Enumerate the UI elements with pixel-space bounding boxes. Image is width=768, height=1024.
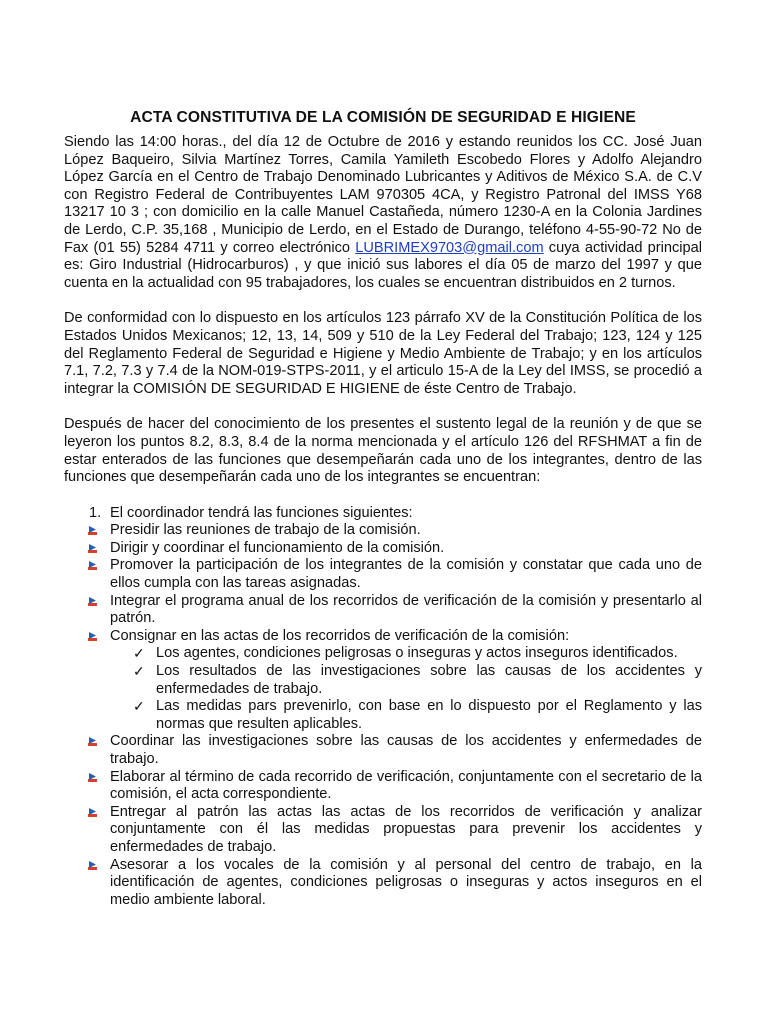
check-list-item bbox=[64, 663, 702, 698]
arrow-bullet-icon bbox=[87, 860, 98, 871]
arrow-bullet-icon bbox=[87, 560, 98, 571]
numbered-item bbox=[64, 505, 702, 523]
document-title: ACTA CONSTITUTIVA DE LA COMISIÓN DE SEGURIDAD E HIGIENE bbox=[130, 109, 636, 126]
check-item-text: Los agentes, condiciones peligrosas o inseguras y actos inseguros identificados. bbox=[156, 645, 678, 662]
arrow-bullet-icon bbox=[87, 631, 98, 642]
list-item-text: Dirigir y coordinar el funcionamiento de la comisión. bbox=[110, 539, 445, 556]
intro-paragraph bbox=[64, 134, 702, 292]
legal-basis-paragraph: De conformidad con lo dispuesto en los artículos 123 párrafo XV de la Constitución Política de los Estados Unidos Mexicanos; 12, 13, 14, 509 y 510 de la Ley Federal del Trabajo; 123, 124 y 125 del Reglamento Federal de Seguridad e Higiene y Medio Ambiente de Trabajo; y en los artículos 7.1, 7.2, 7.3 y 7.4 de la NOM-019-STPS-2011, y el articulo 15-A de la Ley del IMSS, se procedió a integrar la COMISIÓN DE SEGURIDAD E HIGIENE de éste Centro de Trabajo. bbox=[64, 310, 702, 397]
intro-text-part2: cuya actividad principal es: Giro Industrial (Hidrocarburos) , y que inició sus labores el día 05 de marzo del 1997 y que cuenta en la actualidad con 95 trabajadores, los cuales se encuentran distribuidos en 2 turnos. bbox=[64, 239, 702, 291]
list-item-text: Promover la participación de los integrantes de la comisión y constatar que cada uno de ellos cumpla con las tareas asignadas. bbox=[110, 557, 702, 592]
list-item-text: Consignar en las actas de los recorridos de verificación de la comisión: bbox=[110, 627, 570, 644]
minutes-contents-list bbox=[64, 645, 702, 733]
list-item bbox=[64, 857, 702, 910]
check-item-text: Las medidas pars prevenirlo, con base en lo dispuesto por el Reglamento y las normas que resulten aplicables. bbox=[156, 698, 702, 732]
list-item bbox=[64, 540, 702, 558]
email-link[interactable]: LUBRIMEX9703@gmail.com bbox=[355, 239, 544, 256]
list-item-text: Presidir las reuniones de trabajo de la comisión. bbox=[110, 522, 421, 539]
list-item-text: Entregar al patrón las actas las actas de los recorridos de verificación y analizar conjuntamente con él las medidas propuestas para prevenir los accidentes y enfermedades de trabajo. bbox=[110, 803, 702, 855]
checkmark-icon: ✓ bbox=[133, 698, 145, 715]
checkmark-icon: ✓ bbox=[133, 645, 145, 662]
list-item-text: Elaborar al término de cada recorrido de verificación, conjuntamente con el secretario de la comisión, el acta correspondiente. bbox=[110, 768, 702, 803]
list-item-text: Coordinar las investigaciones sobre las causas de los accidentes y enfermedades de trabajo. bbox=[110, 733, 702, 767]
functions-paragraph: Después de hacer del conocimiento de los presentes el sustento legal de la reunión y de que se leyeron los puntos 8.2, 8.3, 8.4 de la norma mencionada y el artículo 126 del RFSHMAT a fin de estar enterados de las funciones que desempeñarán cada uno de los integrantes, dentro de las funciones que desempeñarán cada uno de los integrantes se encuentran: bbox=[64, 416, 702, 486]
arrow-bullet-icon bbox=[87, 525, 98, 536]
list-item-text: Asesorar a los vocales de la comisión y al personal del centro de trabajo, en la identificación de agentes, condiciones peligrosas o inseguras y actos inseguros en el medio ambiente laboral. bbox=[110, 856, 702, 908]
list-item bbox=[64, 733, 702, 768]
arrow-bullet-icon bbox=[87, 807, 98, 818]
arrow-bullet-icon bbox=[87, 543, 98, 554]
list-item-text: Integrar el programa anual de los recorridos de verificación de la comisión y presentarlo al patrón. bbox=[110, 592, 702, 627]
check-list-item bbox=[64, 645, 702, 663]
list-item bbox=[64, 593, 702, 628]
check-item-text: Los resultados de las investigaciones sobre las causas de los accidentes y enfermedades de trabajo. bbox=[156, 663, 702, 697]
check-list-item bbox=[64, 698, 702, 733]
coordinator-functions-list bbox=[64, 522, 702, 645]
list-item bbox=[64, 769, 702, 804]
list-item bbox=[64, 557, 702, 592]
coordinator-functions-list-continued bbox=[64, 733, 702, 909]
list-item bbox=[64, 804, 702, 857]
checkmark-icon: ✓ bbox=[133, 663, 145, 680]
arrow-bullet-icon bbox=[87, 596, 98, 607]
list-item bbox=[64, 522, 702, 540]
item-text: El coordinador tendrá las funciones siguientes: bbox=[110, 504, 413, 521]
intro-text-part1: Siendo las 14:00 horas., del día 12 de Octubre de 2016 y estando reunidos los CC. José Juan López Baqueiro, Silvia Martínez Torres, Camila Yamileth Escobedo Flores y Adolfo Alejandro López García en el Centro de Trabajo Denominado Lubricantes y Aditivos de México S.A. de C.V con Registro Federal de Contribuyentes LAM 970305 4CA, y Registro Patronal del IMSS Y68 13217 10 3 ; con domicilio en la calle Manuel Castañeda, número 1230-A en la Colonia Jardines de Lerdo, C.P. 35,168 , Municipio de Lerdo, en el Estado de Durango, teléfono 4-55-90-72 No de Fax (01 55) 5284 4711 y correo electrónico bbox=[64, 134, 702, 256]
arrow-bullet-icon bbox=[87, 736, 98, 747]
list-item bbox=[64, 628, 702, 646]
arrow-bullet-icon bbox=[87, 772, 98, 783]
document-page bbox=[64, 108, 702, 909]
item-number: 1. bbox=[89, 504, 102, 521]
